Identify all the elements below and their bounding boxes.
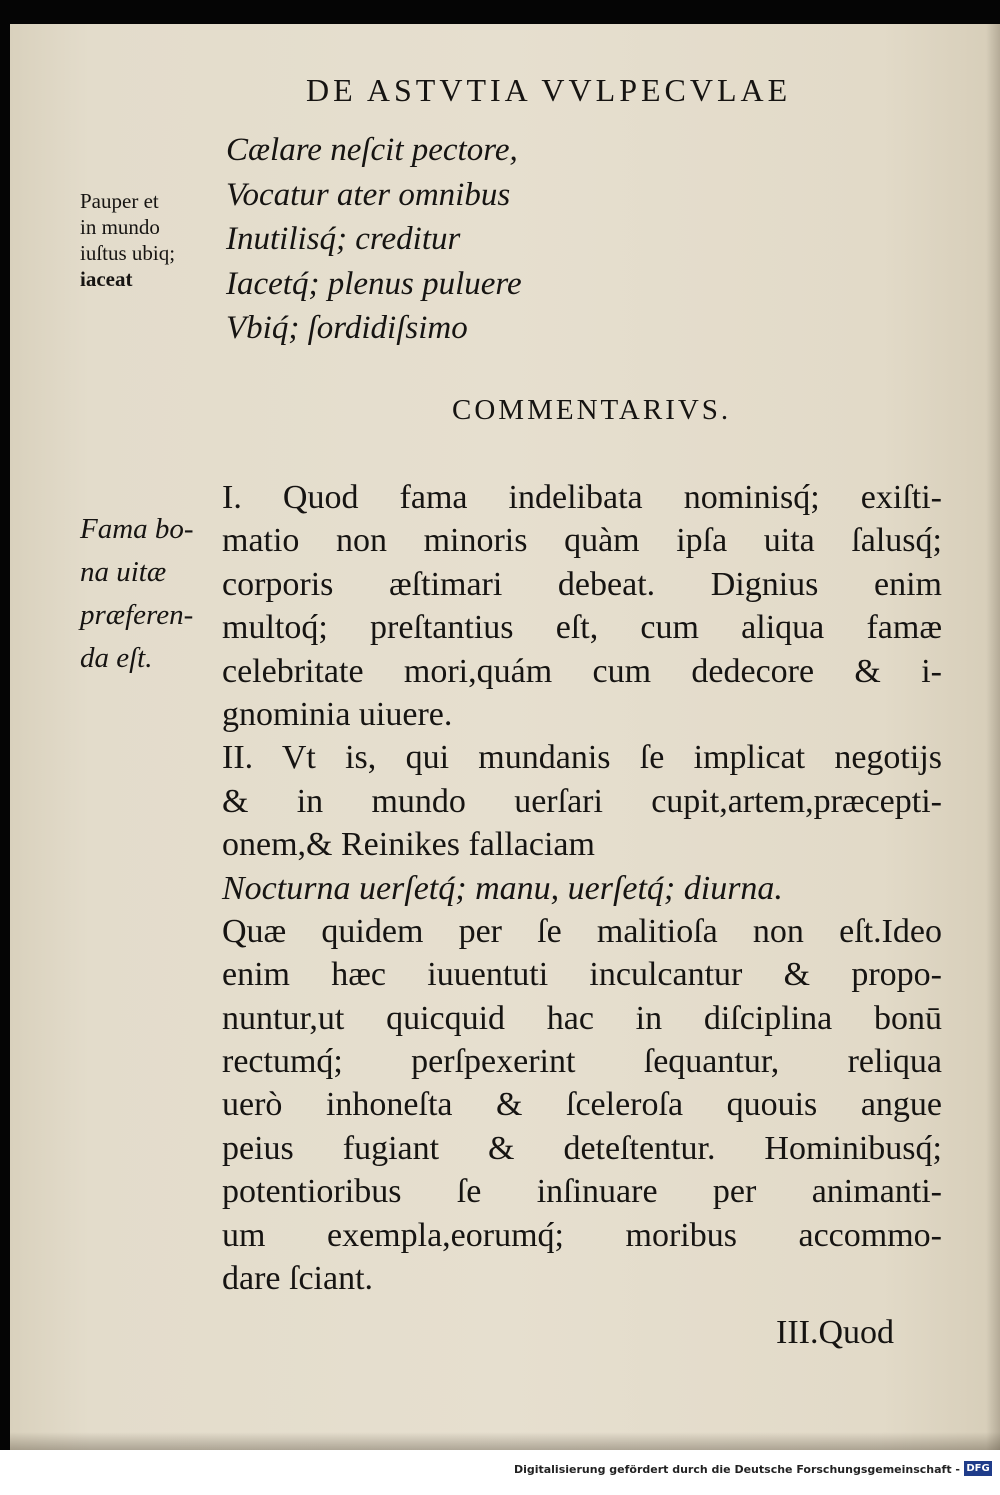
body-line: & in mundo uerſari cupit,artem,præcepti-: [222, 782, 942, 820]
page-bottom-shadow: [10, 1432, 1000, 1450]
body-line: matio non minoris quàm ipſa uita ſalusq́;: [222, 522, 942, 560]
body-line: corporis æſtimari debeat. Dignius enim: [222, 565, 942, 603]
verse-line: Vocatur ater omnibus: [226, 176, 511, 213]
body-line: multoq́; preſtantius eſt, cum aliqua famæ: [222, 609, 942, 647]
margin-note-line: Fama bo-: [80, 513, 194, 545]
body-line: uerò inhoneſta & ſceleroſa quouis angue: [222, 1086, 942, 1124]
dfg-logo-icon: DFG: [964, 1461, 992, 1476]
funding-credit: Digitalisierung gefördert durch die Deutsche Forschungsgemeinschaft -: [513, 1463, 960, 1476]
body-line: onem,& Reinikes fallaciam: [222, 826, 595, 864]
margin-note-line: da eſt.: [80, 642, 153, 674]
body-line: celebritate mori,quám cum dedecore & i-: [222, 652, 942, 690]
body-line: II. Vt is, qui mundanis ſe implicat negotijs: [222, 739, 942, 777]
commentary-body: [222, 476, 942, 1300]
body-line: peius fugiant & deteſtentur. Hominibusq́;: [222, 1129, 942, 1167]
body-line: I. Quod fama indelibata nominisq́; exiſti-: [222, 479, 942, 516]
verse-line: Inutilisq́; creditur: [226, 221, 461, 257]
verse-line: Cælare neſcit pectore,: [226, 132, 518, 168]
margin-note-fama: [80, 508, 194, 680]
page-edge-shadow: [986, 24, 1000, 1450]
body-line: nuntur,ut quicquid hac in diſciplina bonū: [222, 999, 942, 1037]
book-page: [10, 24, 1000, 1450]
body-line: dare ſciant.: [222, 1260, 374, 1298]
margin-note-line: iaceat: [80, 267, 133, 291]
margin-note-line: Pauper et: [80, 189, 159, 213]
body-line: Quæ quidem per ſe malitioſa non eſt.Ideo: [222, 912, 942, 950]
body-line: potentioribus ſe inſinuare per animanti-: [222, 1173, 942, 1211]
body-line: gnominia uiuere.: [222, 695, 453, 733]
body-line: um exempla,eorumq́; moribus accommo-: [222, 1216, 942, 1254]
body-line: enim hæc iuuentuti inculcantur & propo-: [222, 956, 942, 994]
digitization-footer: [0, 1450, 1000, 1495]
margin-note-pauper: [80, 188, 175, 292]
verse-block: [226, 128, 522, 351]
running-head: DE ASTVTIA VVLPECVLAE: [306, 72, 792, 108]
catchword: III.Quod: [776, 1314, 895, 1351]
section-title: COMMENTARIVS.: [452, 394, 732, 426]
margin-note-line: in mundo: [80, 215, 160, 239]
body-line: rectumq́; perſpexerint ſequantur, reliqua: [222, 1043, 942, 1081]
verse-line: Vbiq́; ſordidiſsimo: [226, 310, 468, 346]
verse-line: Iacetq́; plenus puluere: [226, 265, 522, 302]
margin-note-line: na uitæ: [80, 556, 167, 588]
margin-note-line: iuſtus ubiq;: [80, 241, 176, 265]
quoted-verse-line: Nocturna uerſetq́; manu, uerſetq́; diurna.: [222, 869, 783, 907]
margin-note-line: præferen-: [80, 599, 194, 631]
